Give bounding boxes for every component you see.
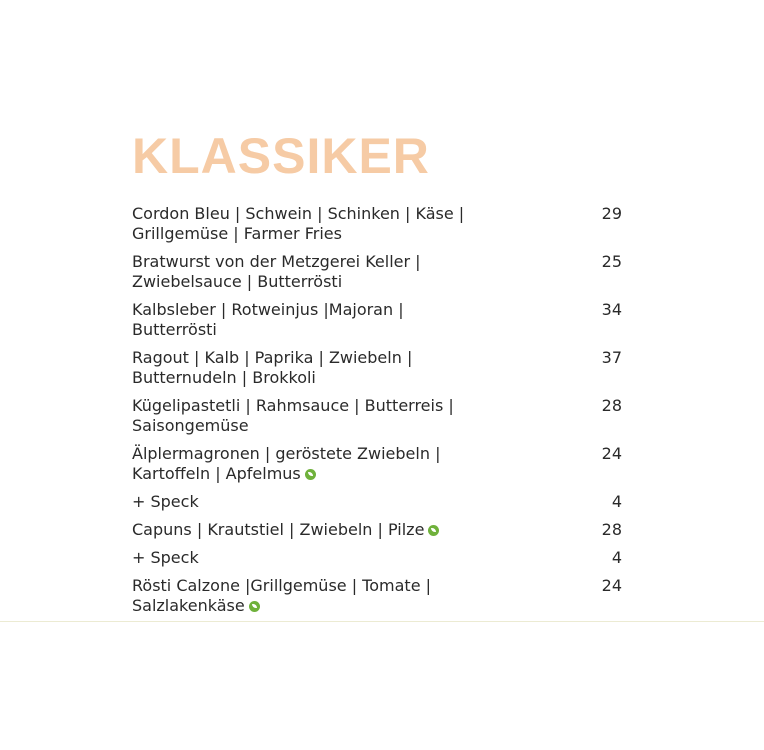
menu-item-price: 25 xyxy=(601,252,622,271)
menu-item-name: Capuns | Krautstiel | Zwiebeln | Pilze xyxy=(132,520,425,539)
vegetarian-icon xyxy=(428,525,439,536)
menu-item-name: Bratwurst von der Metzgerei Keller | Zwiebelsauce | Butterrösti xyxy=(132,252,421,291)
menu-item-name-wrap xyxy=(132,576,492,616)
menu-item xyxy=(132,444,622,484)
menu-item-name: Kalbsleber | Rotweinjus |Majoran | Butterrösti xyxy=(132,300,404,339)
menu-item-price: 34 xyxy=(601,300,622,319)
menu-item-name: Ragout | Kalb | Paprika | Zwiebeln | Butternudeln | Brokkoli xyxy=(132,348,413,387)
menu-item-price: 24 xyxy=(601,444,622,463)
section-title: KLASSIKER xyxy=(132,128,430,184)
menu-item-price: 24 xyxy=(601,576,622,595)
menu-item-name: + Speck xyxy=(132,548,199,567)
menu-item-addon xyxy=(132,548,622,568)
menu-item xyxy=(132,204,622,244)
menu-item xyxy=(132,396,622,436)
menu-item-price: 4 xyxy=(611,548,622,567)
menu-item-price: 4 xyxy=(611,492,622,511)
divider xyxy=(0,621,764,622)
menu-item-name: Älplermagronen | geröstete Zwiebeln | Kartoffeln | Apfelmus xyxy=(132,444,441,483)
menu-item-name: Cordon Bleu | Schwein | Schinken | Käse | Grillgemüse | Farmer Fries xyxy=(132,204,465,243)
menu-item-price: 29 xyxy=(601,204,622,223)
vegetarian-icon xyxy=(305,469,316,480)
menu-item-price: 37 xyxy=(601,348,622,367)
menu-item-list xyxy=(132,204,622,616)
menu-item xyxy=(132,252,622,292)
menu-item-name-wrap xyxy=(132,444,492,484)
menu-item-name: Rösti Calzone |Grillgemüse | Tomate | Salzlakenkäse xyxy=(132,576,432,615)
menu-item-price: 28 xyxy=(601,520,622,539)
menu-item-name-wrap xyxy=(132,520,492,540)
vegetarian-icon xyxy=(249,601,260,612)
menu-section xyxy=(132,126,622,624)
menu-item xyxy=(132,300,622,340)
menu-item xyxy=(132,520,622,540)
menu-item xyxy=(132,348,622,388)
menu-item-addon xyxy=(132,492,622,512)
menu-item-name: + Speck xyxy=(132,492,199,511)
menu-item-price: 28 xyxy=(601,396,622,415)
menu-item xyxy=(132,576,622,616)
menu-item-name: Kügelipastetli | Rahmsauce | Butterreis | Saisongemüse xyxy=(132,396,454,435)
